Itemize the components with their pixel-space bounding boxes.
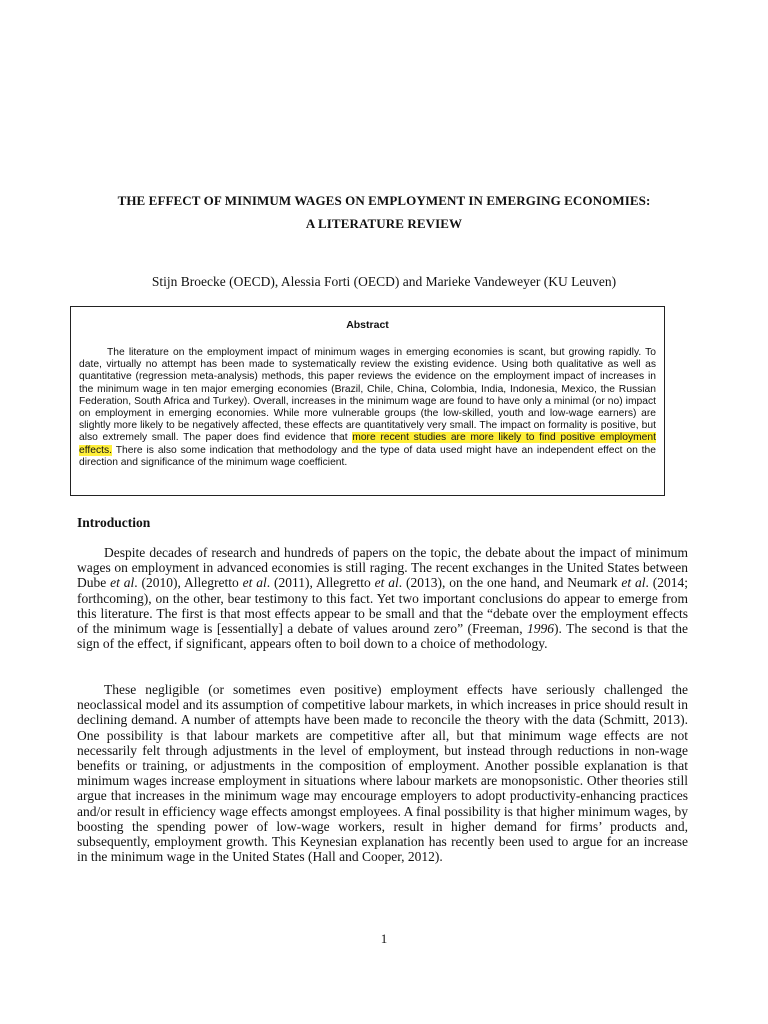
p1-etal-2: et al (242, 575, 267, 591)
p1-year: 1996 (527, 621, 555, 637)
p1-seg-4: . (2013), on the one hand, and Neumark (398, 575, 622, 591)
paper-title-line-2: A LITERATURE REVIEW (305, 216, 463, 231)
p1-seg-5: . (2014; forthcoming), on the other, bear testimony to this fact. Yet two important conclusions do appear to emerge from this literature. The first is that most effects appear to be small and that the “debate over the employment effects of the minimum wage is [essentially] a debate of values around zero” (Freeman, (77, 575, 688, 637)
introduction-heading: Introduction (77, 515, 151, 530)
paper-title-line-1: THE EFFECT OF MINIMUM WAGES ON EMPLOYMENT IN EMERGING ECONOMIES: (117, 193, 651, 208)
p1-seg-6: ). The second is that the sign of the effect, if significant, appears often to boil down to a choice of methodology. (77, 621, 688, 652)
abstract-text-part-1: The literature on the employment impact of minimum wages in emerging economies is scant, but growing rapidly. To date, virtually no attempt has been made to systematically review the existing evidence. Using both qualitative as well as quantitative (regression meta-analysis) methods, this paper reviews the evidence on the employment impact of increases in the minimum wage in ten major emerging economies (Brazil, Chile, China, Colombia, India, Indonesia, Mexico, the Russian Federation, South Africa and Turkey). Overall, increases in the minimum wage are found to have only a minimal (or no) impact on employment in emerging economies. While more vulnerable groups (the low-skilled, youth and low-wage earners) are slightly more likely to be negatively affected, these effects are quantitatively very small. The impact on formality is positive, but also extremely small. The paper does find evidence that (79, 347, 656, 444)
p1-seg-1: Despite decades of research and hundreds of papers on the topic, the debate about the impact of minimum wages on employment in advanced economies is still raging. The recent exchanges in the United States between Dube (77, 545, 688, 591)
abstract-highlight: more recent studies are more likely to find positive employment effects. (79, 432, 656, 456)
abstract-text (79, 347, 656, 469)
introduction-paragraph-1 (77, 545, 688, 651)
p1-seg-2: . (2010), Allegretto (134, 575, 243, 591)
page-number: 1 (380, 931, 388, 946)
p1-etal-4: et al (621, 575, 646, 591)
p1-etal-1: et al (110, 575, 135, 591)
introduction-paragraph-2: These negligible (or sometimes even positive) employment effects have seriously challenged the neoclassical model and its assumption of competitive labour markets, in which increases in price should result in declining demand. A number of attempts have been made to reconcile the theory with the data (Schmitt, 2013). One possibility is that labour markets are competitive after all, but that minimum wage effects are not necessarily felt through adjustments in the level of employment, but instead through reductions in non-wage benefits or training, or adjustments in the composition of employment. Another possible explanation is that minimum wages increase employment in situations where labour markets are monopsonistic. Other theories still argue that increases in the minimum wage may encourage employers to adopt productivity-enhancing practices and/or result in efficiency wage effects amongst employees. A final possibility is that higher minimum wages, by boosting the spending power of low-wage workers, result in higher demand for firms’ products and, subsequently, employment growth. This Keynesian explanation has recently been used to argue for an increase in the minimum wage in the United States (Hall and Cooper, 2012). (77, 682, 688, 865)
abstract-heading: Abstract (346, 319, 389, 331)
abstract-text-part-2: There is also some indication that methodology and the type of data used might have an independent effect on the direction and significance of the minimum wage coefficient. (79, 444, 656, 468)
author-list: Stijn Broecke (OECD), Alessia Forti (OECD) and Marieke Vandeweyer (KU Leuven) (151, 274, 617, 289)
abstract-box (70, 306, 665, 496)
p1-etal-3: et al (374, 575, 399, 591)
p1-seg-3: . (2011), Allegretto (266, 575, 375, 591)
